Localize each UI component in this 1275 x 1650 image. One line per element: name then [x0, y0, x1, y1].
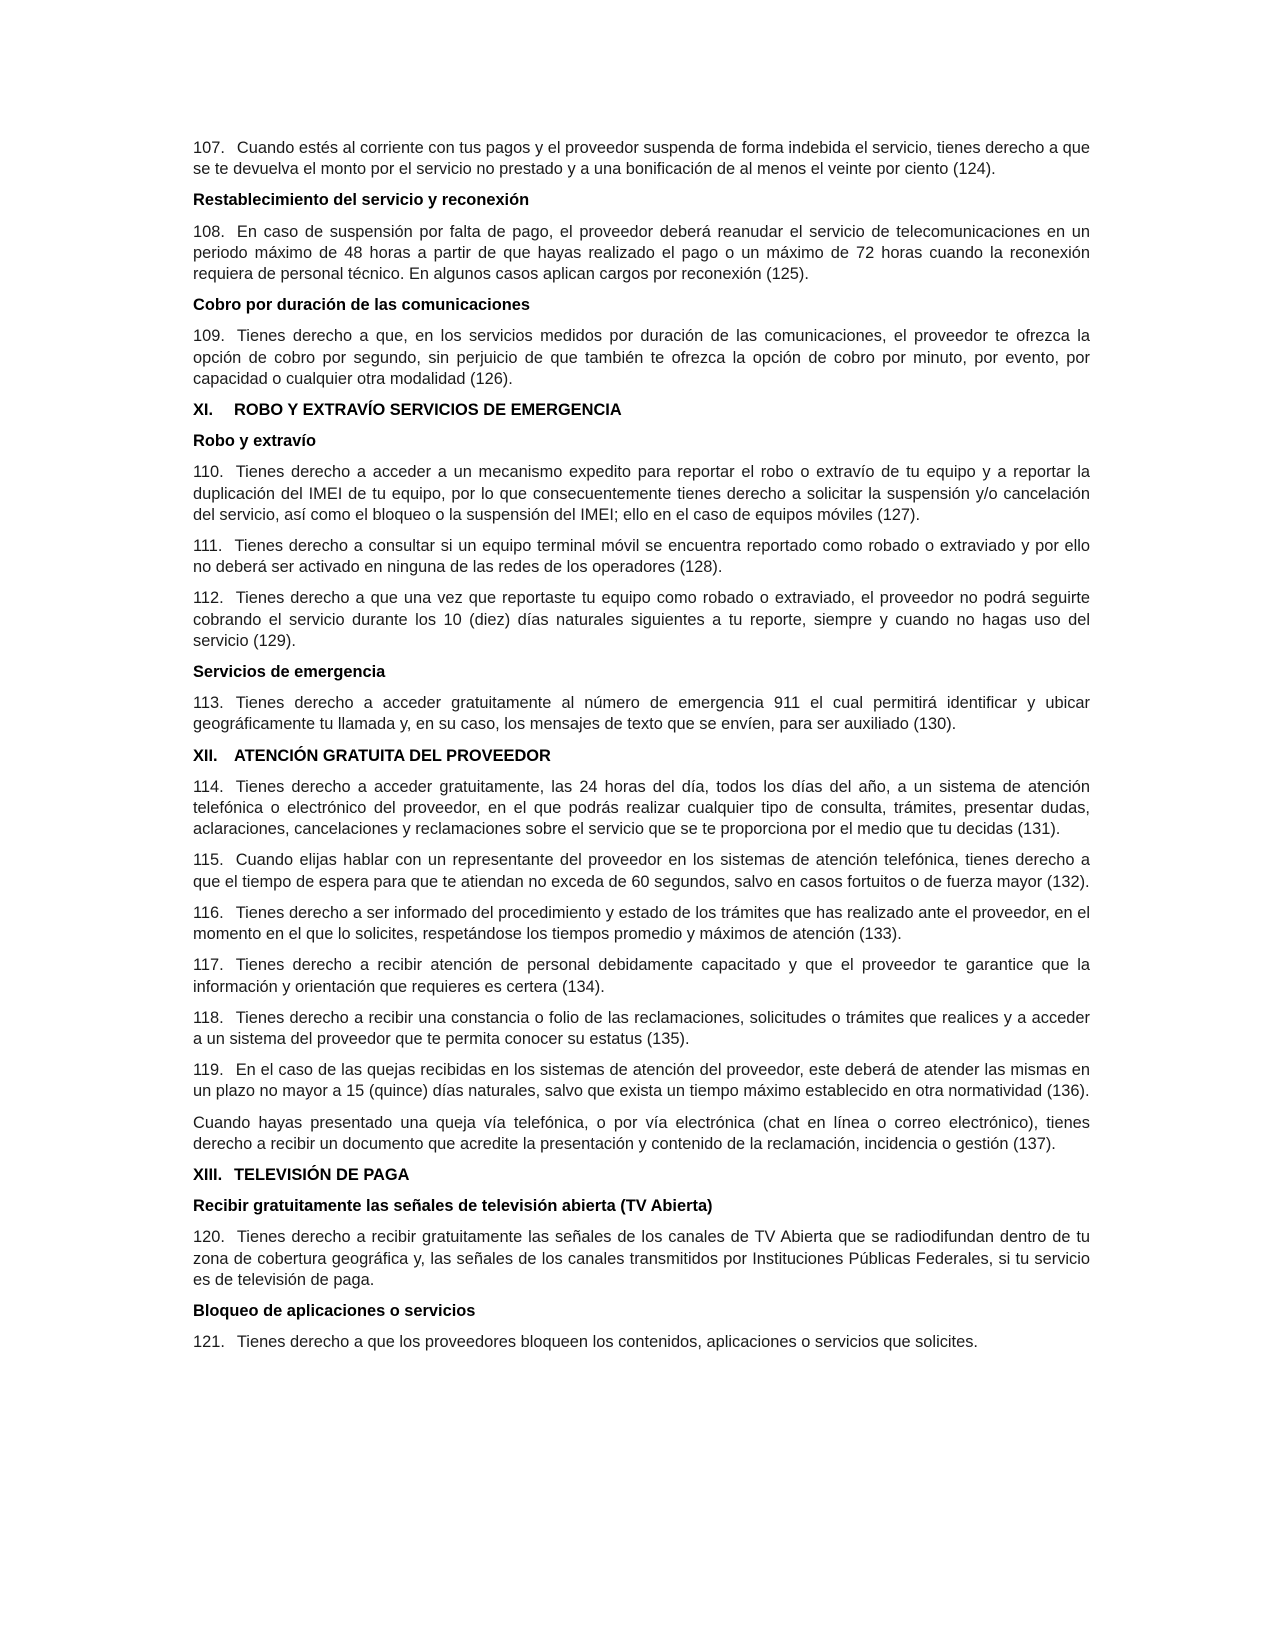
- paragraph-text: Tienes derecho a consultar si un equipo terminal móvil se encuentra reportado como robado o extraviado y por ello no deberá ser activado en ninguna de las redes de los operadores (128).: [193, 537, 1090, 577]
- paragraph-number: 107.: [193, 139, 225, 157]
- paragraph-114: [193, 777, 1090, 841]
- subheading-servicios-emergencia: Servicios de emergencia: [193, 663, 386, 682]
- section-title: ATENCIÓN GRATUITA DEL PROVEEDOR: [234, 746, 551, 765]
- section-heading-xiii: [193, 1165, 1090, 1186]
- paragraph-number: 108.: [193, 222, 225, 241]
- section-number: XI.: [193, 401, 214, 420]
- paragraph-number: 121.: [193, 1333, 225, 1352]
- subheading-robo-extravio: Robo y extravío: [193, 432, 316, 451]
- section-number: XII.: [193, 746, 218, 765]
- paragraph-number: 120.: [193, 1228, 225, 1247]
- paragraph-text: Tienes derecho a ser informado del procedimiento y estado de los trámites que has realizado ante el proveedor, en el momento en el que lo solicites, respetándose los tiempos promedio y máximos de atención (133).: [193, 903, 1090, 944]
- paragraph-text: Cuando estés al corriente con tus pagos y el proveedor suspenda de forma indebida el servicio, tienes derecho a que se te devuelva el monto por el servicio no prestado y a una bonificación de al menos el veinte por ciento (124).: [193, 139, 1090, 179]
- paragraph-text: En el caso de las quejas recibidas en los sistemas de atención del proveedor, este deberá de atender las mismas en un plazo no mayor a 15 (quince) días naturales, salvo que exista un tiempo máximo establecido en otra normatividad (136).: [193, 1061, 1090, 1101]
- paragraph-number: 113.: [193, 694, 224, 713]
- section-heading-xi: [193, 400, 1090, 421]
- paragraph-text: Tienes derecho a que, en los servicios medidos por duración de las comunicaciones, el proveedor te ofrezca la opción de cobro por segundo, sin perjuicio de que también te ofrezca la opción de cobro por minuto, por evento, por capacidad o cualquier otra modalidad (126).: [193, 327, 1090, 388]
- paragraph-116: [193, 903, 1090, 945]
- paragraph-text: Tienes derecho a recibir atención de personal debidamente capacitado y que el proveedor te garantice que la información y orientación que requieres es certera (134).: [193, 956, 1090, 996]
- paragraph-text: Tienes derecho a que una vez que reportaste tu equipo como robado o extraviado, el proveedor no podrá seguirte cobrando el servicio durante los 10 (diez) días naturales siguientes a tu reporte, siempre y cuando no hagas uso del servicio (129).: [193, 589, 1090, 650]
- paragraph-text: En caso de suspensión por falta de pago, el proveedor deberá reanudar el servicio de telecomunicaciones en un periodo máximo de 48 horas a partir de que hayas realizado el pago o un máximo de 72 horas cuando la reconexión requiera de personal técnico. En algunos casos aplican cargos por reconexión (125).: [193, 222, 1090, 284]
- paragraph-number: 110.: [193, 463, 224, 482]
- paragraph-number: 111.: [193, 537, 223, 556]
- paragraph-number: 115.: [193, 851, 224, 870]
- paragraph-text: Tienes derecho a acceder gratuitamente, las 24 horas del día, todos los días del año, a un sistema de atención telefónica o electrónico del proveedor, en el que podrás realizar cualquier tipo de consulta, trámites, presentar dudas, aclaraciones, cancelaciones y reclamaciones sobre el servicio que se te proporciona por el medio que tu decidas (131).: [193, 777, 1090, 839]
- paragraph-107: [193, 138, 1090, 180]
- paragraph-text: Tienes derecho a acceder gratuitamente al número de emergencia 911 el cual permitirá identificar y ubicar geográficamente tu llamada y, en su caso, los mensajes de texto que se envíen, para ser auxiliado (130).: [193, 694, 1090, 734]
- subheading-restablecimiento: Restablecimiento del servicio y reconexión: [193, 191, 530, 210]
- subheading-bloqueo: Bloqueo de aplicaciones o servicios: [193, 1301, 476, 1320]
- paragraph-number: 119.: [193, 1061, 224, 1080]
- subheading-tv-abierta: Recibir gratuitamente las señales de televisión abierta (TV Abierta): [193, 1197, 713, 1216]
- paragraph-number: 109.: [193, 327, 225, 346]
- paragraph-119-continuation: [193, 1113, 1090, 1155]
- paragraph-number: 118.: [193, 1008, 224, 1027]
- paragraph-number: 117.: [193, 956, 224, 975]
- paragraph-number: 114.: [193, 777, 224, 796]
- paragraph-text: Cuando hayas presentado una queja vía telefónica, o por vía electrónica (chat en línea o correo electrónico), tienes derecho a recibir un documento que acredite la presentación y contenido de la reclamación, incidencia o gestión (137).: [193, 1113, 1090, 1153]
- paragraph-120: [193, 1227, 1090, 1291]
- document-page: [193, 138, 1090, 1363]
- paragraph-112: [193, 588, 1090, 652]
- paragraph-text: Tienes derecho a recibir gratuitamente las señales de los canales de TV Abierta que se radiodifundan dentro de tu zona de cobertura geográfica y, las señales de los canales transmitidos por Instituciones Públicas Federales, si tu servicio es de televisión de paga.: [193, 1228, 1090, 1289]
- paragraph-number: 112.: [193, 589, 224, 608]
- section-number: XIII.: [193, 1165, 223, 1184]
- paragraph-117: [193, 955, 1090, 997]
- paragraph-119: [193, 1060, 1090, 1102]
- paragraph-text: Tienes derecho a acceder a un mecanismo expedito para reportar el robo o extravío de tu equipo y a reportar la duplicación del IMEI de tu equipo, por lo que consecuentemente tienes derecho a solicitar la suspensión y/o cancelación del servicio, así como el bloqueo o la suspensión del IMEI; ello en el caso de equipos móviles (127).: [193, 463, 1090, 524]
- paragraph-115: [193, 850, 1090, 892]
- paragraph-113: [193, 693, 1090, 735]
- paragraph-109: [193, 326, 1090, 390]
- paragraph-111: [193, 536, 1090, 578]
- section-title: TELEVISIÓN DE PAGA: [234, 1165, 410, 1184]
- section-title: ROBO Y EXTRAVÍO SERVICIOS DE EMERGENCIA: [234, 401, 622, 420]
- section-heading-xii: [193, 746, 1090, 767]
- paragraph-number: 116.: [193, 903, 224, 922]
- paragraph-121: [193, 1332, 1090, 1353]
- paragraph-108: [193, 222, 1090, 286]
- paragraph-text: Tienes derecho a que los proveedores bloqueen los contenidos, aplicaciones o servicios que solicites.: [236, 1333, 978, 1352]
- paragraph-118: [193, 1008, 1090, 1050]
- paragraph-text: Cuando elijas hablar con un representante del proveedor en los sistemas de atención telefónica, tienes derecho a que el tiempo de espera para que te atiendan no exceda de 60 segundos, salvo en casos fortuitos o de fuerza mayor (132).: [193, 851, 1090, 891]
- paragraph-110: [193, 462, 1090, 526]
- subheading-cobro-duracion: Cobro por duración de las comunicaciones: [193, 296, 530, 315]
- paragraph-text: Tienes derecho a recibir una constancia o folio de las reclamaciones, solicitudes o trámites que realices y a acceder a un sistema del proveedor que te permita conocer su estatus (135).: [193, 1008, 1090, 1048]
